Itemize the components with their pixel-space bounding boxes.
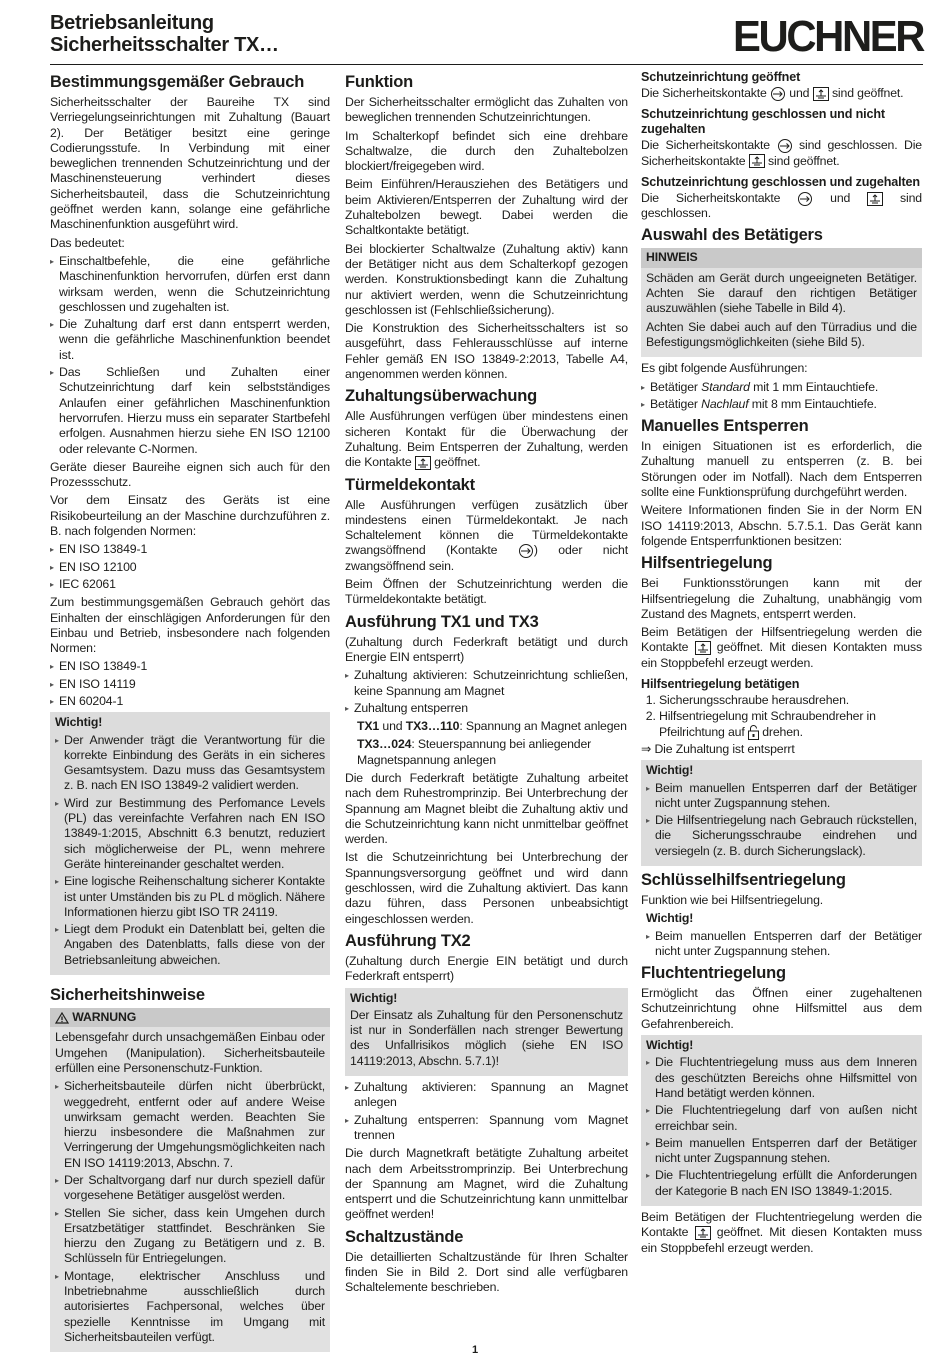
- warning-title: WARNUNG: [72, 1010, 137, 1025]
- euchner-logo: EUCHNER: [732, 12, 923, 61]
- paragraph-prozess: Geräte dieser Baureihe eignen sich auch für den Prozessschutz.: [50, 459, 330, 490]
- heading-hilfsentriegelung: Hilfsentriegelung: [641, 554, 773, 573]
- list-item: ▸ Beim manuellen Entsperren darf der Betätiger nicht unter Zugspannung stehen.: [646, 1136, 917, 1167]
- text: Die Sicherheitskontakte: [641, 86, 767, 100]
- text: und: [830, 190, 851, 205]
- important-title: Wichtig!: [55, 715, 103, 730]
- list-item: ▸ Der Schaltvorgang darf nur durch speziell dafür vorgesehene Betätiger ausgelöst werden.: [55, 1173, 325, 1204]
- heading-zuhaltungsueberwachung: Zuhaltungsüberwachung: [345, 387, 537, 406]
- text: Beim Betätigen der Hilfsentriegelung werden die Kontakte: [641, 625, 922, 655]
- column-middle: [345, 68, 628, 1299]
- tx13-sub-2: [345, 737, 628, 768]
- list-item: ▸ Die Fluchtentriegelung darf von außen nicht erreichbar sein.: [646, 1103, 917, 1134]
- important-title: Wichtig!: [350, 990, 398, 1005]
- heading-tuermeldekontakt: Türmeldekontakt: [345, 475, 475, 494]
- heading-nicht-zugehalten: Schutzeinrichtung geschlossen und nicht zugehalten: [641, 107, 885, 137]
- steps-list: [641, 693, 922, 740]
- list-item: [641, 380, 922, 395]
- list-item: ▸ Wird zur Bestimmung des Perfomance Levels (PL) das vereinfachte Verfahren nach EN ISO 13849-1:2015, Abschnitt 6.3 benutzt, reduziert sich möglicherweise der PL, wenn mehrere Geräte hintereinander geschaltet werden.: [55, 796, 325, 872]
- paragraph-zuhaltung: [345, 409, 628, 470]
- text: Beim Betätigen der Fluchtentriegelung werden die Kontakte: [641, 1210, 922, 1240]
- important-box: [641, 1035, 922, 1206]
- paragraph-manuell-2: Weitere Informationen finden Sie in der Norm EN ISO 14119:2013, Abschn. 5.7.5.1. Das Gerät kann folgende Entsperrfunktionen besitzen:: [641, 503, 922, 548]
- paragraph-flucht-end: [641, 1210, 922, 1256]
- text: sind geöffnet.: [768, 153, 840, 168]
- padlock-open-icon: [748, 725, 759, 740]
- warning-box: [50, 1027, 330, 1352]
- list-item: ▸ Das Schließen und Zuhalten einer Schutzeinrichtung darf kein selbstständiges Anlaufen einer gefährlichen Maschinenfunktion hervorrufen. Hierzu muss ein separater Startbefehl erfolgen. Ausnahmen hierzu siehe EN ISO 12100 oder relevante C-Normen.: [50, 365, 330, 457]
- list-item: ▸ Die Hilfsentriegelung nach Gebrauch rückstellen, die Sicherungsschraube eindrehen und versiegeln (z. B. durch Sicherungslack).: [646, 813, 917, 859]
- text: Nachlauf: [701, 396, 749, 411]
- step-result: [641, 742, 922, 757]
- paragraph-geoeffnet: [641, 86, 922, 101]
- circle-arrow-contact-icon: [770, 87, 786, 101]
- list-item: ▸ Stellen Sie sicher, dass kein Umgehen durch Ersatzbetätiger stattfindet. Beschränken Sie hierzu den Zugang zu Betätigern und z. B. Schlüsseln für Entriegelungen.: [55, 1206, 325, 1267]
- text: : Steuerspannung bei anliegender Magnetspannung anlegen: [357, 737, 592, 767]
- list-item: ▸ Montage, elektrischer Anschluss und Inbetriebnahme ausschließlich durch autorisiertes Fachpersonal, welches über spezielle Kenntnisse im Umgang mit Sicherheitsbauteilen verfügt.: [55, 1269, 325, 1345]
- paragraph-tx2: Die durch Magnetkraft betätigte Zuhaltung arbeitet nach dem Arbeitsstromprinzip. Bei Unterbrechung der Spannung am Magnet, wird die Zuhaltung entsperrt und die Schutzeinrichtung kann unmittelbar geöffnet werden!: [345, 1146, 628, 1222]
- list-item: ▸ Beim manuellen Entsperren darf der Betätiger nicht unter Zugspannung stehen.: [646, 781, 917, 812]
- list-item: ▸ Die Fluchtentriegelung muss aus dem Inneren des geschützten Bereichs ohne Hilfsmittel von Hand betätigt werden können.: [646, 1055, 917, 1101]
- heading-auswahl: Auswahl des Betätigers: [641, 226, 823, 245]
- paragraph-funktion-4: Bei blockierter Schaltwalze (Zuhaltung aktiv) kann der Betätiger nicht aus dem Schalterkopf gezogen werden. Konstruktionsbedingt kann die Zuhaltung nur aktiviert werden, wenn die Schutzeinrichtung geschlossen ist (Fehlschließsicherung).: [345, 241, 628, 317]
- list-item: ▸ Sicherheitsbauteile dürfen nicht überbrückt, weggedreht, entfernt oder auf andere Weise unwirksam gemacht werden. Beachten Sie hierzu insbesondere die Maßnahmen zur Verringerung der Umgehungsmöglichkeiten nach EN ISO 14119:2013, Abschn. 7.: [55, 1079, 325, 1171]
- page-number: 1: [471, 1344, 479, 1356]
- tx13-sub-1: [345, 719, 628, 734]
- text: geöffnet.: [434, 455, 481, 470]
- lock-monitoring-contact-icon: [867, 192, 883, 206]
- paragraph-bestimmung: Sicherheitsschalter der Baureihe TX sind Verriegelungseinrichtungen mit Zuhaltung (Bauart 2). Der Betätiger besitzt eine geringe Codierungsstufe. In Verbindung mit einer beweglichen trennenden Schutzeinrichtung und der Maschinensteuerung verhindert dieses Sicherheitsbauteil, dass die Schutzeinrichtung geöffnet werden kann, solange eine gefährliche Maschinenfunktion ausgeführt wird.: [50, 95, 330, 232]
- heading-funktion: Funktion: [345, 73, 414, 91]
- heading-flucht: Fluchtentriegelung: [641, 964, 786, 983]
- list-tx13: [345, 668, 628, 716]
- paragraph-funktion-3: Beim Einführen/Herausziehen des Betätigers und beim Aktivieren/Entsperren der Zuhaltung wird der Zuhaltebolzen bewegt. Dabei werden die Schaltkontakte betätigt.: [345, 177, 628, 238]
- list-item: ▸ Die Zuhaltung darf erst dann entsperrt werden, wenn die gefährliche Maschinenfunktion beendet ist.: [50, 317, 330, 363]
- text: TX3…024: [357, 737, 412, 752]
- paragraph-funktion-2: Im Schalterkopf befindet sich eine drehbare Schaltwalze, die durch den Zuhaltebolzen blockiert/freigegeben wird.: [345, 128, 628, 174]
- notice-text-1: Schäden am Gerät durch ungeeigneten Betätiger. Achten Sie darauf den richtigen Betätiger auszuwählen (siehe Tabelle in Bild 4).: [646, 270, 917, 316]
- circle-arrow-contact-icon: [777, 139, 793, 153]
- text: Die Sicherheitskontakte: [641, 190, 781, 205]
- important-title: Wichtig!: [646, 1038, 694, 1053]
- important-list: [641, 929, 922, 960]
- heading-bestimmung: Bestimmungsgemäßer Gebrauch: [50, 73, 305, 91]
- paragraph-schalt: Die detaillierten Schaltzustände für Ihren Schalter finden Sie in Bild 2. Dort sind alle verfügbaren Schaltelemente beschrieben.: [345, 1249, 628, 1295]
- paragraph-turm-1: [345, 498, 628, 574]
- heading-schaltzustaende: Schaltzustände: [345, 1227, 464, 1246]
- list-tx2: [345, 1080, 628, 1143]
- paragraph-turm-2: Beim Öffnen der Schutzeinrichtung werden die Türmeldekontakte betätigt.: [345, 577, 628, 607]
- step-item: 1. Sicherungsschraube herausdrehen.: [659, 693, 922, 708]
- lock-monitoring-contact-icon: [415, 456, 431, 470]
- heading-tx2: Ausführung TX2: [345, 931, 471, 950]
- paragraph-manuell-1: In einigen Situationen ist es erforderlich, die Zuhaltung manuell zu entsperren (z. B. bei Störungen oder im Notfall). Nach dem Entsperren sollte eine Funktionsprüfung durchgeführt werden.: [641, 439, 922, 500]
- important-title: Wichtig!: [646, 911, 694, 926]
- important-box: [641, 760, 922, 866]
- lock-monitoring-contact-icon: [749, 154, 765, 168]
- text: : Spannung an Magnet anlegen: [459, 719, 627, 734]
- text: geöffnet. Mit diesen Kontakten muss ein Stoppbefehl erzeugt werden.: [641, 1225, 922, 1255]
- list-item: ▸ Zuhaltung aktivieren: Spannung an Magnet anlegen: [345, 1080, 628, 1111]
- important-title: Wichtig!: [646, 763, 694, 778]
- warning-triangle-icon: [55, 1012, 69, 1024]
- list-normen-1: [50, 542, 330, 592]
- text: und: [789, 86, 810, 100]
- result-arrow-icon: ⇒: [641, 741, 652, 756]
- warning-header: [50, 1008, 330, 1027]
- important-box: [50, 712, 330, 975]
- list-item: ▸ IEC 62061: [50, 577, 330, 592]
- lock-monitoring-contact-icon: [695, 641, 711, 655]
- paragraph-flucht: Ermöglicht das Öffnen einer zugehaltenen Schutzeinrichtung ohne Hilfsmittel aus dem Gefahrenbereich.: [641, 986, 922, 1031]
- notice-text-2: Achten Sie dabei auch auf den Türradius und die Befestigungsmöglichkeiten (siehe Bild 5).: [646, 319, 917, 349]
- text: Standard: [701, 379, 750, 394]
- heading-schluessel: Schlüsselhilfsentriegelung: [641, 870, 846, 889]
- important-box: [345, 988, 628, 1076]
- heading-geoeffnet: Schutzeinrichtung geöffnet: [641, 70, 801, 84]
- list-item: ▸ EN ISO 13849-1: [50, 542, 330, 557]
- column-left: [50, 68, 330, 1356]
- paragraph-bedeutet: Das bedeutet:: [50, 235, 125, 250]
- text: geöffnet. Mit diesen Kontakten muss ein Stoppbefehl erzeugt werden.: [641, 640, 922, 670]
- text: sind geschlossen. Die Sicherheitskontakte: [641, 138, 922, 168]
- paragraph-gebrauch: Zum bestimmungsgemäßen Gebrauch gehört das Einhalten der einschlägigen Anforderungen für den Einbau und Betrieb, insbesondere nach folgenden Normen:: [50, 595, 330, 656]
- text: Die Sicherheitskontakte: [641, 138, 770, 153]
- list-item: ▸ Zuhaltung entsperren: Spannung vom Magnet trennen: [345, 1113, 628, 1144]
- list-item: ▸ EN ISO 13849-1: [50, 659, 330, 674]
- text: Alle Ausführungen verfügen über mindestens einen sicheren Kontakt für die Überwachung der Zuhaltung. Beim Entsperren der Zuhaltung, werden die Kontakte: [345, 409, 628, 470]
- text: Betätiger: [650, 379, 702, 394]
- important-list: [55, 733, 325, 968]
- heading-tx1-tx3: Ausführung TX1 und TX3: [345, 612, 539, 631]
- paragraph-funktion-1: Der Sicherheitsschalter ermöglicht das Zuhalten von beweglichen trennenden Schutzeinrichtungen.: [345, 95, 628, 125]
- lock-monitoring-contact-icon: [813, 87, 829, 101]
- text: Die Zuhaltung ist entsperrt: [654, 741, 795, 756]
- text: mit 1 mm Eintauchtiefe.: [749, 379, 879, 394]
- list-item: ▸ Einschaltbefehle, die eine gefährliche Maschinenfunktion hervorrufen, dürfen erst dann wirksam werden, wenn die Schutzeinrichtung geschlossen und zugehalten ist.: [50, 254, 330, 315]
- title-line-1: Betriebsanleitung: [50, 12, 214, 34]
- title-line-2: Sicherheitsschalter TX…: [50, 34, 279, 56]
- text: TX1: [357, 719, 380, 734]
- text: Alle Ausführungen verfügen zusätzlich über mindestens einen Türmeldekontakt. Je nach Schaltelement können die Türmeldekontakte zwangsöffnend (Kontakte: [345, 497, 628, 558]
- circle-arrow-contact-icon: [797, 192, 813, 206]
- heading-sicherheitshinweise: Sicherheitshinweise: [50, 986, 205, 1005]
- heading-manuell: Manuelles Entsperren: [641, 417, 809, 436]
- paragraph-nicht-zugehalten: [641, 138, 922, 169]
- paragraph-tx13-a: Die durch Federkraft betätigte Zuhaltung arbeitet nach dem Ruhestromprinzip. Bei Unterbrechung der Spannung am Magnet bleibt die Zuhaltung aktiv und die Schutzeinrichtung kann nicht unmittelbar geöffnet werden.: [345, 770, 628, 847]
- list-item: ▸ Die Fluchtentriegelung erfüllt die Anforderungen der Kategorie B nach EN ISO 13849-1:2015.: [646, 1168, 917, 1199]
- circle-arrow-contact-icon: [518, 544, 534, 558]
- paragraph-zugehalten: [641, 191, 922, 222]
- list-item: ▸ EN ISO 14119: [50, 677, 330, 692]
- list-item: ▸ Eine logische Reihenschaltung sicherer Kontakte ist unter Umständen bis zu PL d möglich. Nähere Informationen hierzu gibt ISO TR 24119.: [55, 874, 325, 920]
- list-item: ▸ Der Anwender trägt die Verantwortung für die korrekte Einbindung des Geräts in ein sicheres Gesamtsystem. Dazu muss das Gesamtsystem z. B. nach EN ISO 13849-2 validiert werden.: [55, 733, 325, 794]
- paragraph-tx13-b: Ist die Schutzeinrichtung bei Unterbrechung der Spannungsversorgung geöffnet und wird dann geschlossen, wird die Zuhaltung aktiviert. Das kann dazu führen, dass Personen unbeabsichtigt eingeschlossen werden.: [345, 850, 628, 926]
- heading-zugehalten: Schutzeinrichtung geschlossen und zugehalten: [641, 174, 920, 189]
- text: mit 8 mm Eintauchtiefe.: [748, 396, 877, 411]
- list-ausfuehrungen: [641, 380, 922, 413]
- paragraph-hilf-2: [641, 625, 922, 671]
- warning-list: [55, 1079, 325, 1345]
- document-title: [50, 12, 279, 56]
- paragraph-tx13-intro: (Zuhaltung durch Federkraft betätigt und durch Energie EIN entsperrt): [345, 634, 628, 664]
- list-item: ▸ Zuhaltung entsperren: [345, 701, 628, 716]
- text: ) oder nicht zwangsöffnend sein.: [345, 543, 628, 573]
- paragraph-schluessel: Funktion wie bei Hilfsentriegelung.: [641, 892, 824, 907]
- paragraph-tx2-intro: (Zuhaltung durch Energie EIN betätigt und durch Federkraft entsperrt): [345, 953, 628, 984]
- text: sind geöffnet.: [831, 86, 904, 100]
- notice-title: HINWEIS: [646, 250, 698, 265]
- list-normen-2: [50, 659, 330, 709]
- text: und: [379, 719, 406, 734]
- list-item: [641, 397, 922, 412]
- text: sind geschlossen.: [641, 190, 922, 221]
- important-list: [646, 781, 917, 859]
- warning-intro: Lebensgefahr durch unsachgemäßen Einbau oder Umgehen (Manipulation). Sicherheitsbauteile erfüllen eine Personenschutz-Funktion.: [55, 1030, 325, 1075]
- list-item: ▸ Beim manuellen Entsperren darf der Betätiger nicht unter Zugspannung stehen.: [646, 929, 922, 960]
- column-right: [641, 68, 922, 1259]
- list-item: ▸ EN ISO 12100: [50, 560, 330, 575]
- lock-monitoring-contact-icon: [695, 1226, 711, 1240]
- step-item: [659, 709, 922, 740]
- text: Betätiger: [650, 396, 702, 411]
- text: Hilfsentriegelung mit Schraubendreher in Pfeilrichtung auf: [659, 709, 876, 739]
- heading-hilf-betaetigen: Hilfsentriegelung betätigen: [641, 677, 800, 692]
- list-bedeutet: [50, 254, 330, 457]
- paragraph-ausfuehrungen: Es gibt folgende Ausführungen:: [641, 361, 808, 376]
- text: TX3…110: [405, 719, 460, 734]
- notice-header: [641, 248, 922, 267]
- list-item: ▸ EN 60204-1: [50, 694, 330, 709]
- paragraph-funktion-5: Die Konstruktion des Sicherheitsschalters ist so ausgeführt, dass Fehlerausschlüsse auf interne Fehler gemäß EN ISO 13849-2:2013, Tabelle A4, angenommen werden können.: [345, 321, 628, 382]
- notice-box: [641, 268, 922, 357]
- list-item: ▸ Zuhaltung aktivieren: Schutzeinrichtung schließen, keine Spannung am Magnet: [345, 668, 628, 699]
- text: drehen.: [762, 724, 803, 739]
- important-list: [646, 1055, 917, 1199]
- list-item: ▸ Liegt dem Produkt ein Datenblatt bei, gelten die Angaben des Datenblatts, falls diese von der Betriebsanleitung abweichen.: [55, 922, 325, 968]
- paragraph-einsatz: Vor dem Einsatz des Geräts ist eine Risikobeurteilung an der Maschine durchzuführen z. B. nach folgenden Normen:: [50, 493, 330, 539]
- header-divider: [50, 64, 923, 65]
- important-text: Der Einsatz als Zuhaltung für den Personenschutz ist nur in Sonderfällen nach strenger Bewertung des Unfallrisikos möglich (siehe EN ISO 14119:2013, Abschn. 5.7.1)!: [350, 1007, 623, 1068]
- paragraph-hilf-1: Bei Funktionsstörungen kann mit der Hilfsentriegelung die Zuhaltung, unabhängig vom Zustand des Magnets, entsperrt werden.: [641, 576, 922, 621]
